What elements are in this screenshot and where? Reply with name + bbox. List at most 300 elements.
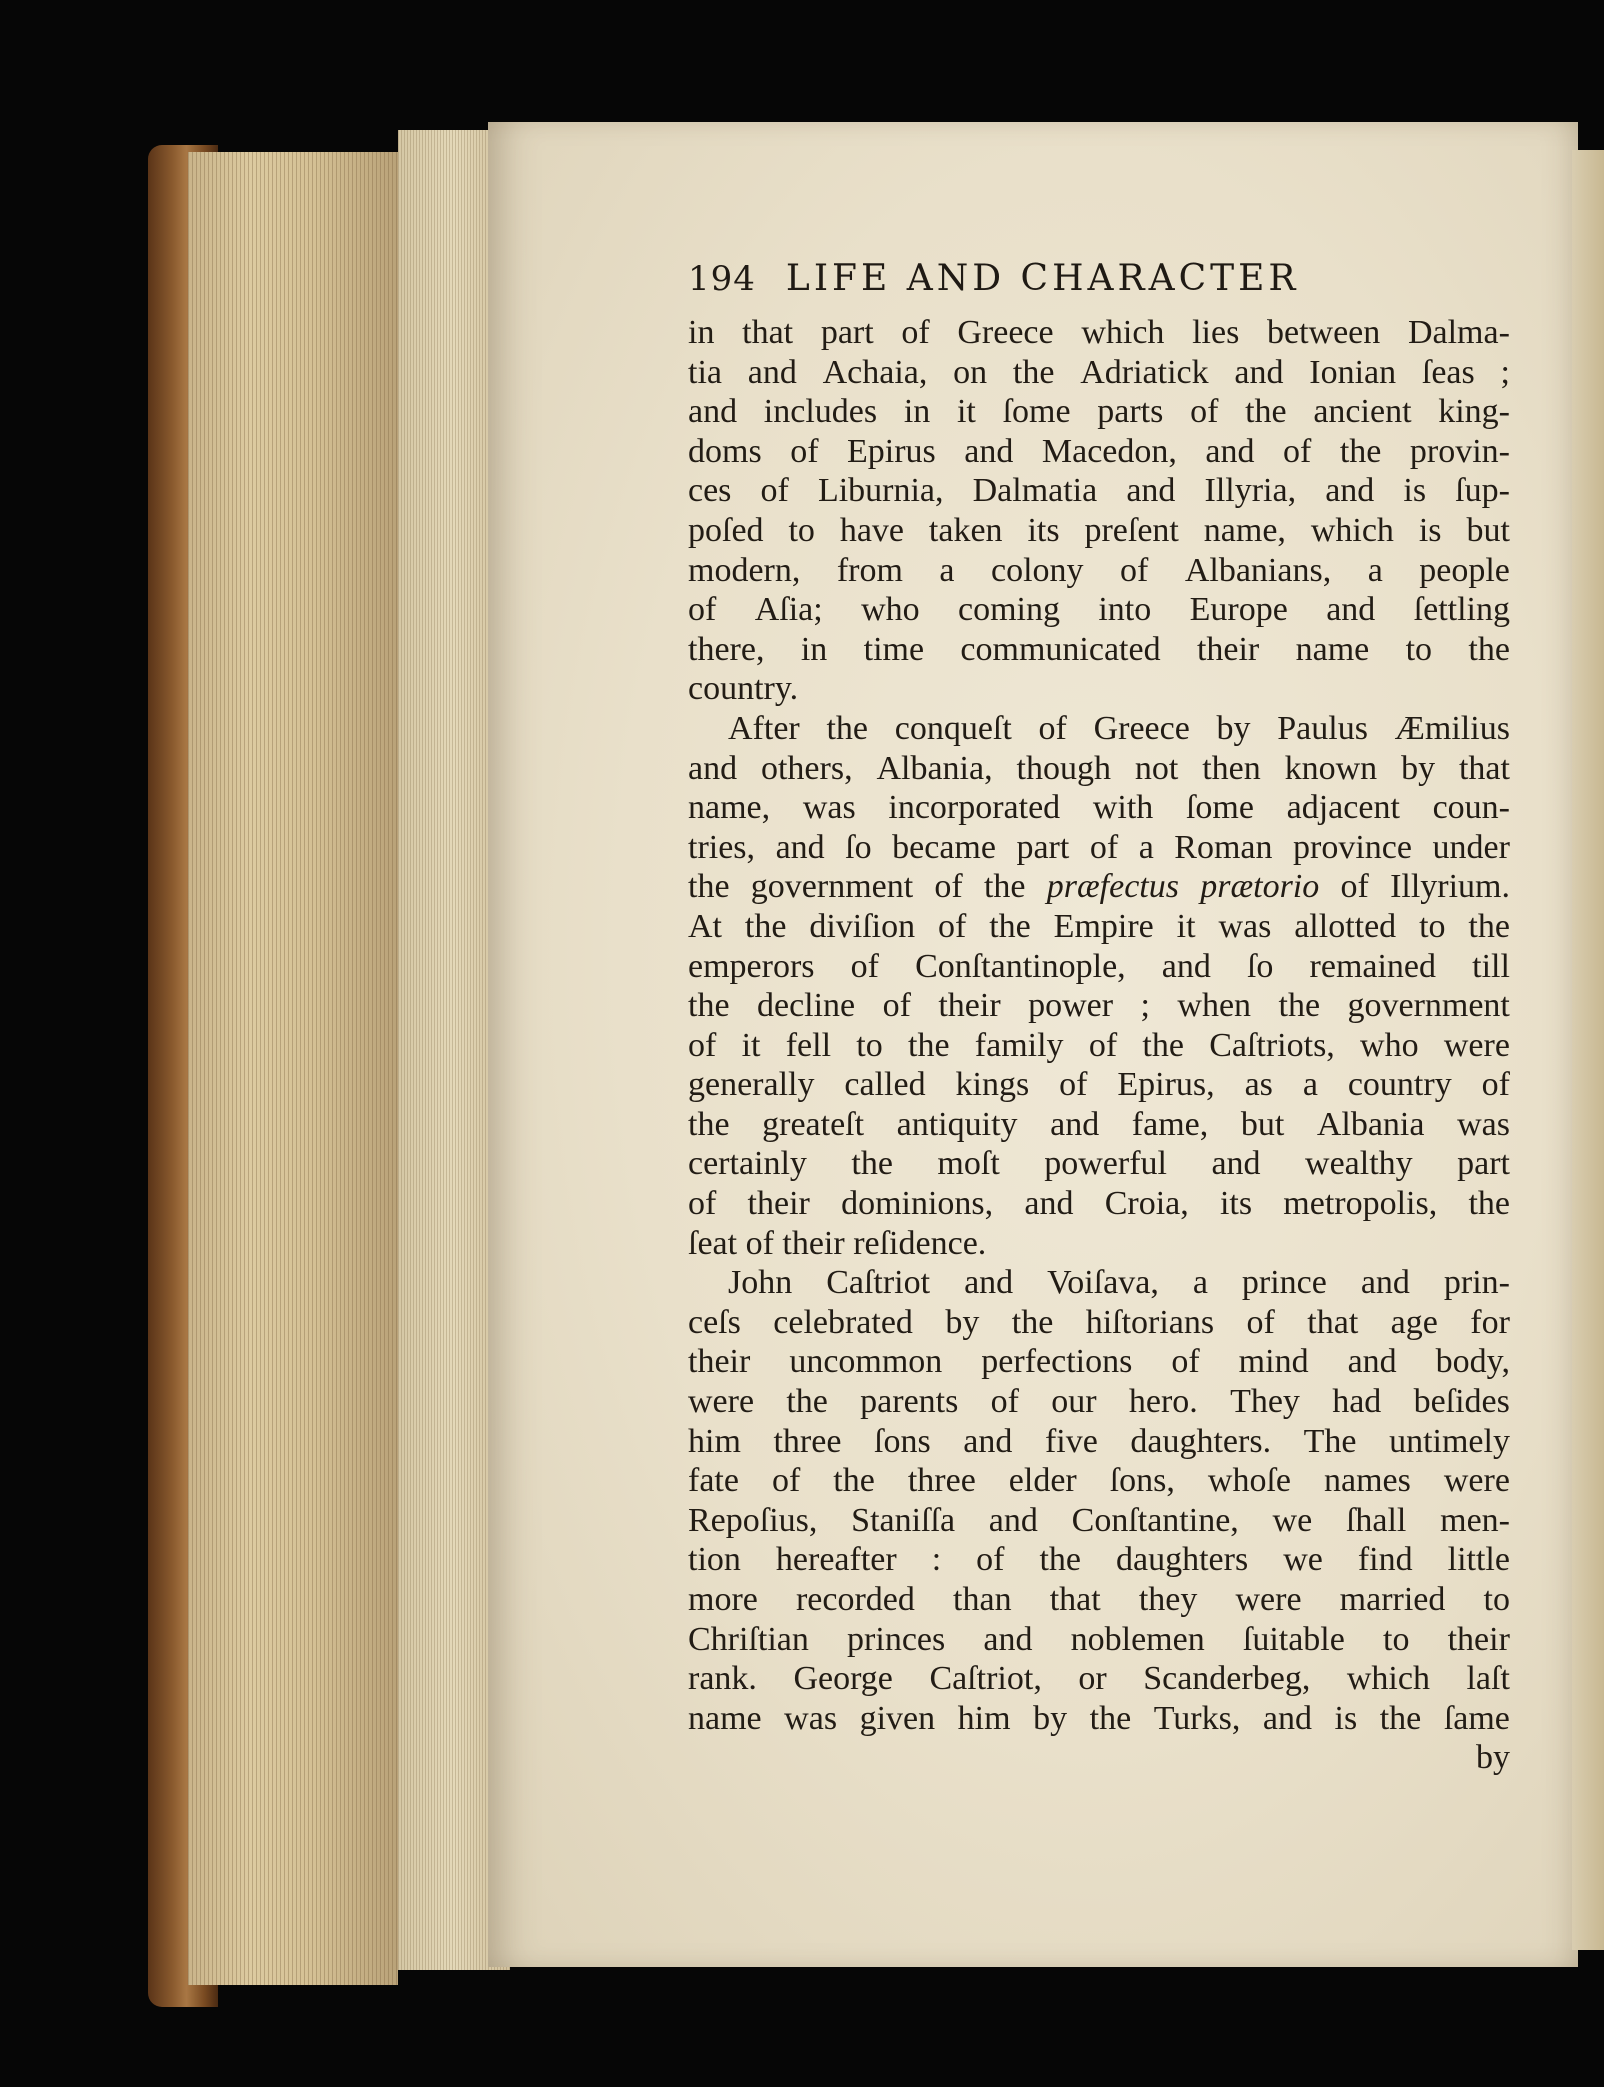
- word: and: [1126, 472, 1176, 510]
- word: Albania,: [876, 749, 993, 787]
- word: emperors: [688, 947, 815, 985]
- word: which: [1346, 1660, 1430, 1698]
- word: their: [938, 987, 1001, 1025]
- word: taken: [928, 511, 1003, 549]
- word: were: [1443, 1026, 1510, 1064]
- word: prince: [1241, 1264, 1327, 1302]
- word: Albanians,: [1184, 551, 1332, 589]
- word: of: [990, 1383, 1019, 1421]
- word: of: [934, 868, 963, 906]
- word: Epirus,: [1117, 1066, 1215, 1104]
- text-line: ſeat of their reſidence.: [688, 1224, 987, 1262]
- word: hiſtorians: [1085, 1303, 1215, 1341]
- word: we: [1283, 1541, 1323, 1579]
- word: Greece: [1093, 709, 1190, 747]
- text-line: [688, 511, 1510, 551]
- word: incorporated: [888, 789, 1061, 827]
- word: little: [1447, 1541, 1510, 1579]
- running-head-title: LIFE AND CHARACTER: [785, 258, 1300, 299]
- word: and: [964, 1264, 1014, 1302]
- text-line: [688, 313, 1510, 353]
- word: of: [1120, 551, 1149, 589]
- word: given: [859, 1699, 936, 1737]
- word: the: [1089, 1699, 1132, 1737]
- word: names: [1324, 1462, 1411, 1500]
- word: who: [1360, 1026, 1419, 1064]
- text-line: [688, 392, 1510, 432]
- word: and: [963, 1422, 1013, 1460]
- word: to: [856, 1026, 883, 1064]
- word: part: [1457, 1145, 1510, 1183]
- text-line: [688, 1105, 1510, 1145]
- word: men-: [1440, 1501, 1510, 1539]
- word: and: [1161, 947, 1211, 985]
- word: from: [836, 551, 903, 589]
- word: Voiſava,: [1047, 1264, 1159, 1302]
- word: diviſion: [809, 907, 916, 945]
- facing-page-edge: [1572, 150, 1604, 1950]
- text-line: [688, 1303, 1510, 1343]
- text-line: [688, 1065, 1510, 1105]
- word: to: [1483, 1581, 1510, 1618]
- word: a: [1138, 828, 1154, 866]
- word: on: [953, 353, 988, 391]
- word: ſettling: [1413, 591, 1510, 629]
- word: by: [1033, 1699, 1068, 1737]
- word: Dalmatia: [972, 472, 1098, 510]
- word: lies: [1192, 314, 1240, 351]
- word: ſons,: [1109, 1462, 1175, 1500]
- word: of: [688, 591, 717, 629]
- word: to: [1383, 1620, 1410, 1658]
- word: became: [892, 828, 996, 866]
- word: and: [747, 353, 797, 391]
- word: Caſtriot: [826, 1264, 931, 1302]
- word: by: [1216, 709, 1251, 747]
- word: Adriatick: [1080, 353, 1209, 391]
- word: uncommon: [789, 1343, 943, 1381]
- word: Caſtriot,: [929, 1660, 1042, 1698]
- word: known: [1284, 749, 1378, 787]
- word: part: [820, 314, 874, 351]
- word: to: [1405, 630, 1433, 668]
- word: they: [1138, 1581, 1198, 1618]
- word: which: [1081, 314, 1165, 351]
- word: we: [1272, 1501, 1313, 1539]
- word: Empire: [1053, 907, 1154, 945]
- word: him: [957, 1699, 1011, 1737]
- word: more: [688, 1581, 758, 1618]
- word: or: [1078, 1660, 1107, 1698]
- word: in: [903, 393, 931, 431]
- word: the: [833, 1462, 875, 1500]
- word: perfections: [981, 1343, 1133, 1381]
- word: Europe: [1189, 591, 1288, 629]
- word: the: [989, 907, 1031, 945]
- word: three: [907, 1462, 976, 1500]
- word: is: [1403, 472, 1427, 510]
- word: their: [1196, 630, 1260, 668]
- word: ſome: [1185, 789, 1254, 827]
- word: of: [976, 1541, 1005, 1579]
- word: and: [1347, 1343, 1397, 1381]
- word: and: [1050, 1105, 1100, 1143]
- word: and: [688, 749, 738, 787]
- word: and: [1234, 353, 1284, 391]
- word: They: [1230, 1383, 1300, 1421]
- word: country: [1347, 1066, 1452, 1104]
- word: and: [688, 393, 738, 431]
- word: our: [1051, 1383, 1097, 1421]
- word: ſo: [1246, 947, 1274, 985]
- word: its: [1219, 1185, 1253, 1223]
- word: age: [1390, 1303, 1438, 1341]
- word: Paulus: [1277, 709, 1368, 747]
- word: the: [826, 709, 869, 747]
- word: family: [974, 1026, 1064, 1064]
- text-line: [688, 1620, 1510, 1660]
- word: that: [1307, 1303, 1359, 1341]
- text-line: [688, 1144, 1510, 1184]
- text-line: [688, 1382, 1510, 1422]
- word: fame,: [1131, 1105, 1209, 1143]
- word: Repoſius,: [688, 1501, 818, 1539]
- word: of: [771, 1462, 801, 1500]
- word: the: [851, 1145, 893, 1183]
- word: that: [1049, 1581, 1101, 1618]
- word: and: [1262, 1699, 1312, 1737]
- word: Illyrium.: [1390, 868, 1510, 906]
- word: ancient: [1313, 393, 1412, 431]
- word: others,: [760, 749, 853, 787]
- word: coun-: [1432, 789, 1510, 827]
- word: than: [953, 1581, 1012, 1618]
- word: not: [1134, 749, 1179, 787]
- word: was: [1457, 1105, 1510, 1143]
- word: Chriſtian: [688, 1620, 809, 1658]
- word: into: [1098, 591, 1152, 629]
- word: mind: [1238, 1343, 1309, 1381]
- word: Albania: [1316, 1105, 1425, 1143]
- word: Liburnia,: [817, 472, 944, 510]
- word: king-: [1438, 393, 1510, 431]
- word: of: [1190, 393, 1219, 431]
- word: decline: [756, 987, 856, 1025]
- word: provin-: [1409, 432, 1510, 470]
- word: ces: [688, 472, 732, 510]
- word: but: [1466, 511, 1510, 549]
- word: and: [1211, 1145, 1261, 1183]
- word: people: [1419, 551, 1510, 589]
- text-line: [688, 630, 1510, 670]
- text-line: [688, 1501, 1510, 1541]
- word: of: [1283, 432, 1312, 470]
- word: name: [1295, 630, 1370, 668]
- text-line: [688, 709, 1510, 749]
- word: and: [1360, 1264, 1410, 1302]
- word: Æmilius: [1394, 709, 1510, 747]
- word: Aſia;: [754, 591, 823, 629]
- word: princes: [847, 1620, 946, 1658]
- word: preſent: [1084, 511, 1179, 549]
- word: colony: [991, 551, 1084, 589]
- word: hereafter: [775, 1541, 897, 1579]
- word: was: [802, 789, 856, 827]
- word: præfectus: [1046, 868, 1179, 906]
- word: then: [1202, 749, 1261, 787]
- word: moſt: [937, 1145, 1000, 1183]
- word: of: [938, 907, 967, 945]
- page-number: 194: [688, 259, 756, 299]
- word: married: [1339, 1581, 1446, 1618]
- word: tries,: [688, 828, 756, 866]
- word: power: [1028, 987, 1114, 1025]
- word: five: [1044, 1422, 1098, 1460]
- word: a: [939, 551, 955, 589]
- text-line: [688, 749, 1510, 789]
- word: of: [688, 1026, 717, 1064]
- word: daughters.: [1130, 1422, 1272, 1460]
- word: beſides: [1413, 1383, 1510, 1421]
- text-line: [688, 986, 1510, 1026]
- word: Achaia,: [822, 353, 928, 391]
- word: conqueſt: [894, 709, 1012, 747]
- word: includes: [763, 393, 878, 431]
- text-line: [688, 353, 1510, 393]
- text-line: [688, 1422, 1510, 1462]
- word: of: [882, 987, 911, 1025]
- word: by: [945, 1303, 980, 1341]
- word: a: [1367, 551, 1383, 589]
- word: the: [1011, 1303, 1054, 1341]
- word: till: [1472, 947, 1510, 985]
- word: province: [1293, 828, 1412, 866]
- word: the: [688, 868, 730, 906]
- text-line: [688, 432, 1510, 472]
- word: is: [1418, 511, 1442, 549]
- catchword: by: [1476, 1739, 1510, 1777]
- word: in: [800, 630, 828, 668]
- word: under: [1432, 828, 1510, 866]
- word: the: [1379, 1699, 1422, 1737]
- word: poſed: [688, 511, 764, 549]
- word: government: [1347, 987, 1510, 1025]
- word: of: [1171, 1343, 1200, 1381]
- word: with: [1092, 789, 1154, 827]
- word: there,: [688, 630, 765, 668]
- word: remained: [1309, 947, 1437, 985]
- word: George: [793, 1660, 893, 1698]
- word: and: [1205, 432, 1255, 470]
- word: though: [1016, 749, 1111, 787]
- word: and: [775, 828, 825, 866]
- word: antiquity: [896, 1105, 1018, 1143]
- word: was: [1218, 907, 1272, 945]
- text-line: [688, 1342, 1510, 1382]
- word: was: [784, 1699, 838, 1737]
- word: the: [688, 1105, 730, 1143]
- text-line: [688, 471, 1510, 511]
- word: for: [1470, 1303, 1510, 1341]
- word: adjacent: [1286, 789, 1400, 827]
- word: metropolis,: [1283, 1185, 1438, 1223]
- word: the: [1468, 907, 1510, 945]
- word: of: [850, 947, 879, 985]
- word: whoſe: [1207, 1462, 1292, 1500]
- word: as: [1244, 1066, 1273, 1104]
- word: of: [1038, 709, 1067, 747]
- text-line: [688, 828, 1510, 868]
- word: and: [983, 1620, 1033, 1658]
- word: kings: [955, 1066, 1030, 1104]
- word: the: [1245, 393, 1287, 431]
- word: and: [964, 432, 1014, 470]
- word: Epirus: [847, 432, 936, 470]
- word: name,: [688, 789, 771, 827]
- text-line: country.: [688, 670, 799, 708]
- word: ;: [1500, 353, 1510, 391]
- text-line: [688, 1263, 1510, 1303]
- word: tia: [688, 353, 722, 391]
- word: After: [728, 709, 800, 747]
- word: powerful: [1044, 1145, 1167, 1183]
- word: time: [863, 630, 925, 668]
- word: laſt: [1466, 1660, 1510, 1698]
- word: that: [742, 314, 794, 351]
- word: tion: [688, 1541, 741, 1579]
- word: their: [747, 1185, 810, 1223]
- word: the: [1468, 1185, 1510, 1223]
- word: find: [1357, 1541, 1413, 1579]
- word: Caſtriots,: [1209, 1026, 1335, 1064]
- word: untimely: [1389, 1422, 1510, 1460]
- word: elder: [1008, 1462, 1077, 1500]
- word: ſons: [874, 1422, 931, 1460]
- word: Illyria,: [1204, 472, 1297, 510]
- word: doms: [688, 432, 762, 470]
- body-text: [688, 313, 1510, 1778]
- word: rank.: [688, 1660, 757, 1698]
- word: fate: [688, 1462, 739, 1500]
- word: dominions,: [841, 1185, 994, 1223]
- word: ſuitable: [1242, 1620, 1345, 1658]
- word: to: [788, 511, 815, 549]
- word: Dalma-: [1407, 314, 1510, 351]
- text-line: [688, 1699, 1510, 1739]
- word: their: [1447, 1620, 1510, 1658]
- word: certainly: [688, 1145, 807, 1183]
- text-line: [688, 1540, 1510, 1580]
- text-line: [688, 1461, 1510, 1501]
- word: generally: [688, 1066, 815, 1104]
- word: ſome: [1002, 393, 1071, 431]
- word: and: [1326, 591, 1376, 629]
- word: by: [1401, 749, 1436, 787]
- word: had: [1332, 1383, 1382, 1421]
- word: ;: [1140, 987, 1150, 1025]
- word: greateſt: [762, 1105, 865, 1143]
- word: part: [1016, 828, 1070, 866]
- word: ceſs: [688, 1303, 741, 1341]
- word: ſhall: [1345, 1501, 1407, 1539]
- text-line: [688, 907, 1510, 947]
- word: of: [1089, 828, 1119, 866]
- word: its: [1027, 511, 1060, 549]
- word: who: [861, 591, 920, 629]
- word: between: [1267, 314, 1381, 351]
- word: prin-: [1443, 1264, 1510, 1302]
- word: the: [1142, 1026, 1184, 1064]
- word: but: [1240, 1105, 1285, 1143]
- word: the: [1039, 1541, 1082, 1579]
- word: Conſtantine,: [1071, 1501, 1239, 1539]
- word: parents: [860, 1383, 959, 1421]
- word: The: [1303, 1422, 1357, 1460]
- word: the: [786, 1383, 828, 1421]
- word: the: [983, 868, 1026, 906]
- text-line: [688, 590, 1510, 630]
- word: prætorio: [1200, 868, 1320, 906]
- word: the: [1012, 353, 1055, 391]
- word: hero.: [1128, 1383, 1198, 1421]
- word: to: [1419, 907, 1446, 945]
- word: were: [688, 1383, 755, 1421]
- word: the: [1468, 630, 1510, 668]
- word: were: [1443, 1462, 1510, 1500]
- word: government: [750, 868, 914, 906]
- text-line: [688, 867, 1510, 907]
- word: and: [1024, 1185, 1074, 1223]
- word: body,: [1435, 1343, 1510, 1381]
- word: of: [1059, 1066, 1088, 1104]
- word: celebrated: [773, 1303, 913, 1341]
- word: when: [1177, 987, 1252, 1025]
- text-line: [688, 788, 1510, 828]
- word: ſeas: [1421, 353, 1475, 391]
- word: ſo: [845, 828, 872, 866]
- word: and: [988, 1501, 1038, 1539]
- text-line: [688, 1184, 1510, 1224]
- word: of: [1246, 1303, 1275, 1341]
- running-head: [688, 258, 1408, 306]
- word: of: [1481, 1066, 1510, 1104]
- text-line: [688, 1026, 1510, 1066]
- word: Croia,: [1104, 1185, 1189, 1223]
- word: of: [790, 432, 819, 470]
- word: Scanderbeg,: [1143, 1660, 1311, 1698]
- word: ſame: [1443, 1699, 1510, 1737]
- word: Roman: [1174, 828, 1273, 866]
- word: Macedon,: [1041, 432, 1177, 470]
- word: of: [760, 472, 789, 510]
- word: called: [844, 1066, 926, 1104]
- word: is: [1334, 1699, 1358, 1737]
- word: Greece: [957, 314, 1054, 351]
- word: communicated: [960, 630, 1161, 668]
- word: John: [728, 1264, 793, 1302]
- word: a: [1192, 1264, 1208, 1302]
- word: and: [1325, 472, 1375, 510]
- word: their: [688, 1343, 751, 1381]
- text-line: [688, 1580, 1510, 1620]
- word: the: [744, 907, 787, 945]
- word: recorded: [795, 1581, 915, 1618]
- word: in: [688, 314, 715, 351]
- word: daughters: [1116, 1541, 1249, 1579]
- word: name: [688, 1699, 762, 1737]
- word: modern,: [688, 551, 801, 589]
- text-line: [688, 947, 1510, 987]
